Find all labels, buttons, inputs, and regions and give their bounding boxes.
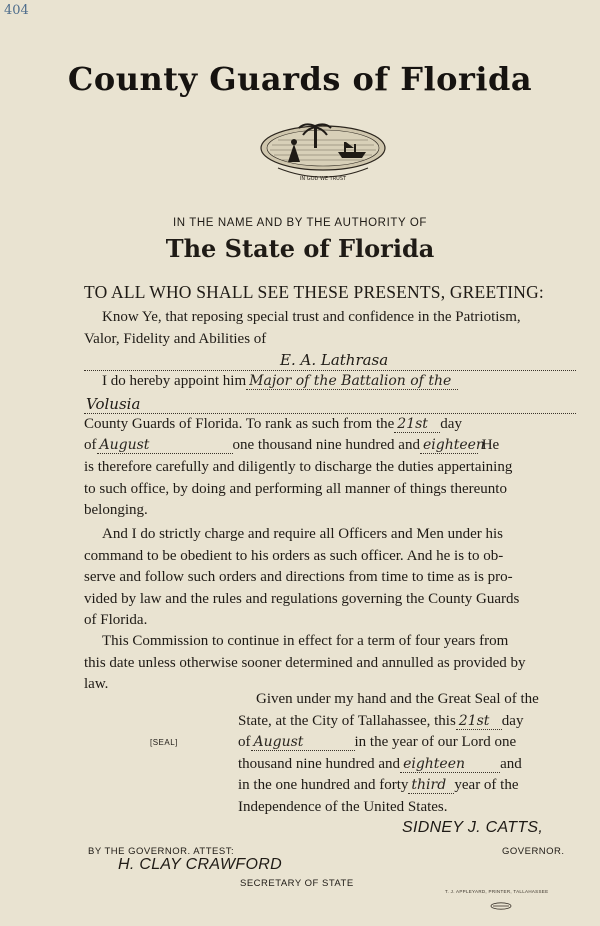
text-line: belonging. <box>84 502 148 519</box>
text-line: Given under my hand and the Great Seal of the <box>256 691 539 707</box>
given-month-line <box>238 732 578 754</box>
seal-illustration <box>258 118 388 192</box>
text-line: command to be obedient to his orders as such officer. And he is to ob- <box>84 547 504 564</box>
text-segment: in the one hundred and forty <box>238 777 409 794</box>
document-title: County Guards of Florida <box>67 60 533 98</box>
printer-logo-icon <box>490 897 512 915</box>
orders-paragraph <box>84 524 576 632</box>
governor-signature: SIDNEY J. CATTS, <box>402 819 544 836</box>
text-segment: year of the <box>454 777 519 794</box>
given-year-field: eighteen <box>400 756 500 773</box>
ordinal-field: third <box>408 777 454 794</box>
month-field: August <box>97 437 233 454</box>
text-segment: day <box>501 712 524 729</box>
seal-motto: IN GOD WE TRUST <box>299 176 347 182</box>
date-line <box>84 435 576 457</box>
secretary-title: SECRETARY OF STATE <box>240 878 354 889</box>
term-paragraph <box>84 631 576 696</box>
text-segment: County Guards of Florida. To rank as such from the <box>84 415 395 432</box>
text-line: serve and follow such orders and directions from time to time as is pro- <box>84 569 513 586</box>
text-segment: I do hereby appoint him <box>102 373 247 390</box>
unit-name: Volusia <box>86 394 141 413</box>
secretary-signature: H. CLAY CRAWFORD <box>118 856 282 873</box>
seal-label: [SEAL] <box>150 738 178 747</box>
florida-seal-emblem <box>258 118 388 192</box>
appoint-line <box>84 371 576 393</box>
rank-line <box>84 414 576 436</box>
day-field: 21st <box>394 416 440 433</box>
unit-fill-line <box>84 393 576 414</box>
given-year-line <box>238 754 578 776</box>
given-day-line <box>238 711 578 733</box>
printer-imprint: T. J. APPLEYARD, PRINTER, TALLAHASSEE <box>445 889 549 894</box>
text-segment: day <box>440 415 462 432</box>
text-line: Know Ye, that reposing special trust and confidence in the Patriotism, <box>102 309 521 325</box>
state-title: The State of Florida <box>165 234 435 263</box>
text-line: vided by law and the rules and regulations governing the County Guards <box>84 590 520 607</box>
text-line: of Florida. <box>84 612 148 629</box>
appointment-paragraph <box>84 307 576 522</box>
text-segment: State, at the City of Tallahassee, this <box>238 712 456 729</box>
given-month-field: August <box>251 734 355 751</box>
attestation-paragraph <box>238 689 578 819</box>
appointee-name: E. A. Lathrasa <box>280 351 389 370</box>
text-line: law. <box>84 676 109 693</box>
text-segment: in the year of our Lord one <box>354 734 517 751</box>
text-line: This Commission to continue in effect for a term of four years from <box>102 633 509 649</box>
text-line: this date unless otherwise sooner determined and annulled as provided by <box>84 654 526 671</box>
text-line: to such office, by doing and performing all manner of things thereunto <box>84 480 507 497</box>
text-line: is therefore carefully and diligently to discharge the duties appertaining <box>84 458 513 475</box>
year-field: eighteen <box>420 437 478 454</box>
text-segment: and <box>500 755 522 772</box>
independence-line <box>238 775 578 797</box>
authority-line: IN THE NAME AND BY THE AUTHORITY OF <box>172 217 428 229</box>
attest-label: BY THE GOVERNOR. ATTEST: <box>88 846 235 857</box>
greeting-heading: TO ALL WHO SHALL SEE THESE PRESENTS, GREETING: <box>84 282 544 302</box>
text-segment: of <box>84 437 97 454</box>
given-day-field: 21st <box>456 713 502 730</box>
text-line: And I do strictly charge and require all Officers and Men under his <box>102 526 503 542</box>
text-segment: thousand nine hundred and <box>238 755 401 772</box>
rank-field: Major of the Battalion of the <box>246 373 458 390</box>
text-segment: one thousand nine hundred and <box>232 437 420 454</box>
text-line: Independence of the United States. <box>238 798 448 815</box>
governor-title: GOVERNOR. <box>502 846 565 857</box>
text-segment: He <box>481 437 500 454</box>
text-segment: of <box>238 734 251 751</box>
name-fill-line <box>84 350 576 371</box>
page-number: 404 <box>4 3 29 18</box>
text-line: Valor, Fidelity and Abilities of <box>84 330 267 347</box>
